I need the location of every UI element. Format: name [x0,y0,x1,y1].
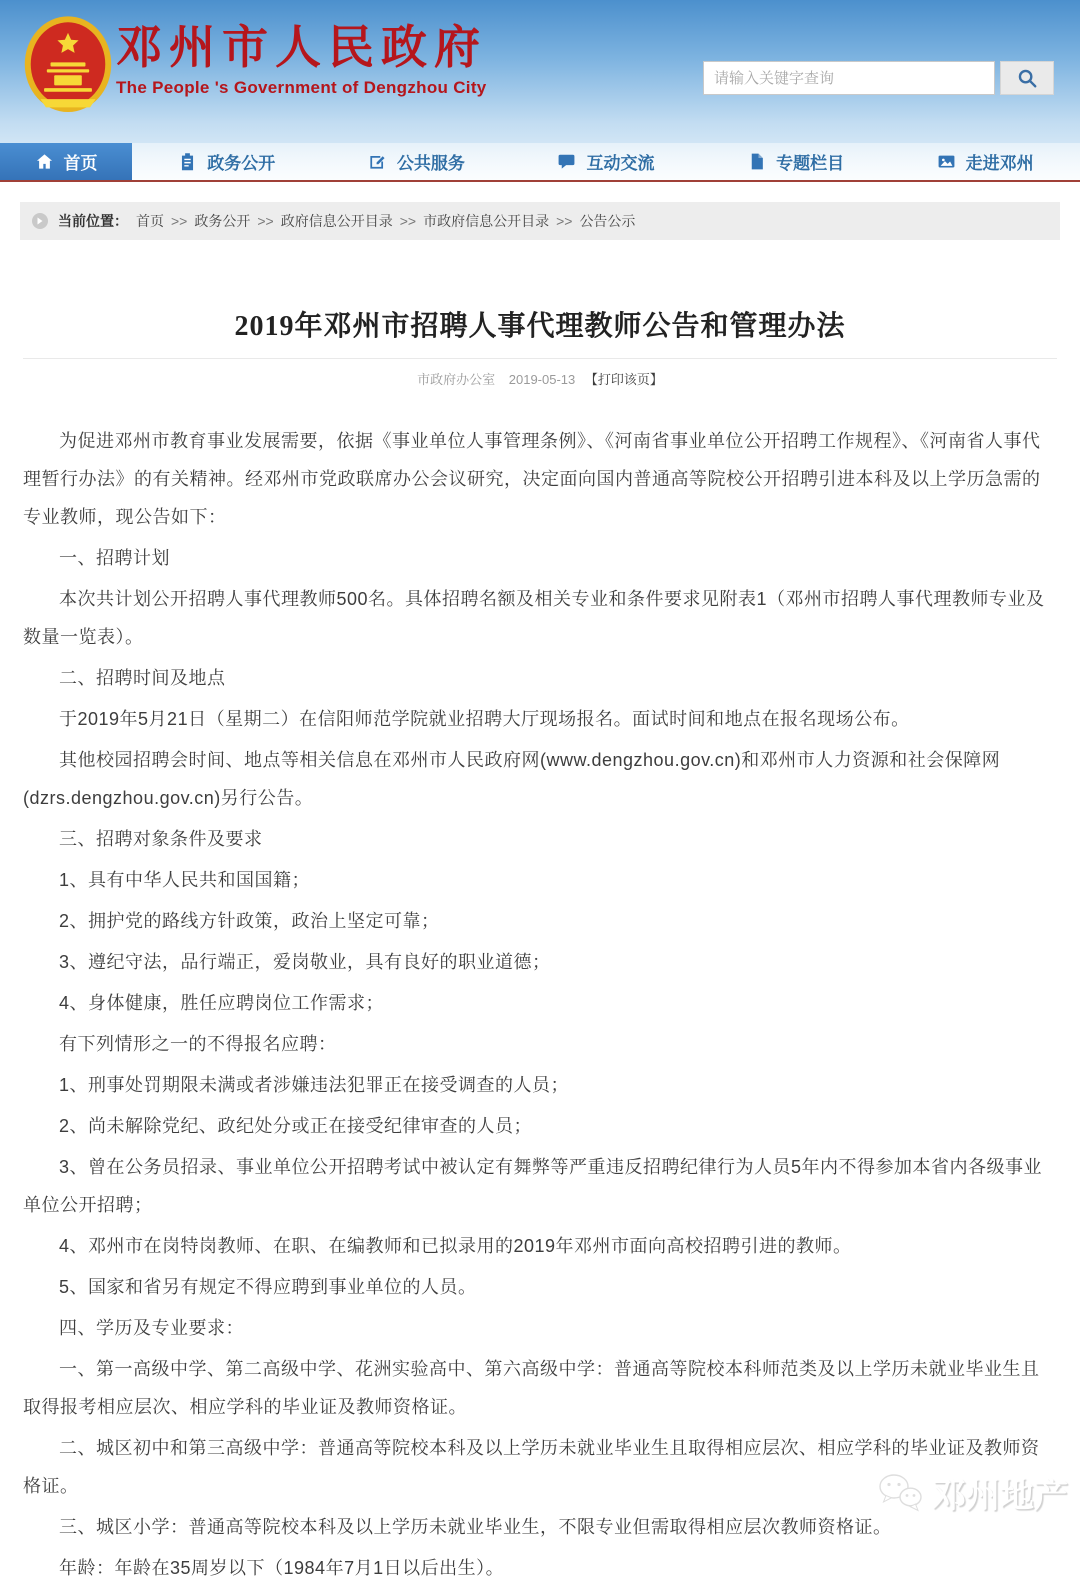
search-button[interactable] [1000,61,1054,95]
article-paragraph: 年龄：年龄在35周岁以下（1984年7月1日以后出生）。 [59,1558,505,1578]
article-paragraph: 1、具有中华人民共和国国籍； [59,870,311,890]
site-title: 邓州市人民政府 [116,22,487,73]
article-paragraph: 2、拥护党的路线方针政策，政治上坚定可靠； [59,911,440,931]
watermark-label: 邓州地产 [932,1477,1068,1515]
print-page-link[interactable]: 【打印该页】 [584,372,663,387]
picture-icon [937,152,956,171]
nav-item-picture[interactable] [890,143,1080,180]
site-title-english: The People 's Government of Dengzhou City [116,77,487,97]
article-source: 市政府办公室 [417,372,496,387]
nav-label: 专题栏目 [776,154,845,173]
main-nav [0,143,1080,182]
breadcrumb-link[interactable]: 公告公示 [579,213,636,229]
nav-item-edit[interactable] [322,143,512,180]
article-paragraph: 为促进邓州市教育事业发展需要，依据《事业单位人事管理条例》、《河南省事业单位公开招聘工作规程》、《河南省人事代理暂行办法》的有关精神。经邓州市党政联席办公会议研究，决定面向国内普通高等院校公开招聘引进本科及以上学历急需的专业教师，现公告如下： [23,431,1041,527]
article-paragraph: 二、招聘时间及地点 [59,668,226,688]
location-arrow-icon [32,213,48,229]
breadcrumb-items [136,211,635,231]
nav-item-clipboard[interactable] [132,143,322,180]
article-paragraph: 四、学历及专业要求： [59,1318,244,1338]
breadcrumb-separator: >> [257,213,274,229]
breadcrumb-prefix: 当前位置： [58,213,128,229]
search-icon [1016,67,1038,89]
article-date: 2019-05-13 [508,372,576,387]
nav-label: 首页 [63,154,98,173]
breadcrumb-link[interactable]: 首页 [136,213,164,229]
brand-block [116,22,487,98]
chat-icon [557,152,576,171]
article-paragraph: 有下列情形之一的不得报名应聘： [59,1034,337,1054]
breadcrumb-link[interactable]: 政务公开 [194,213,251,229]
article-paragraph: 1、刑事处罚期限未满或者涉嫌违法犯罪正在接受调查的人员； [59,1075,570,1095]
search-bar [703,61,1054,95]
site-header [0,0,1080,182]
article-paragraph: 本次共计划公开招聘人事代理教师500名。具体招聘名额及相关专业和条件要求见附表1（邓州市招聘人事代理教师专业及数量一览表）。 [23,589,1045,647]
nav-label: 走进邓州 [965,154,1034,173]
nav-label: 公共服务 [396,154,465,173]
file-icon [747,152,766,171]
nav-label: 政务公开 [207,154,276,173]
home-icon [35,152,54,171]
nav-label: 互动交流 [586,154,655,173]
wechat-bubbles-icon [876,1472,924,1514]
article-paragraph: 3、曾在公务员招录、事业单位公开招聘考试中被认定有舞弊等严重违反招聘纪律行为人员5年内不得参加本省内各级事业单位公开招聘； [23,1157,1043,1215]
page-title: 2019年邓州市招聘人事代理教师公告和管理办法 [234,311,846,342]
title-divider [23,358,1057,359]
breadcrumb [20,202,1060,240]
article-meta [23,369,1057,388]
nav-item-file[interactable] [701,143,891,180]
breadcrumb-separator: >> [556,213,573,229]
breadcrumb-link[interactable]: 政府信息公开目录 [280,213,393,229]
national-emblem-logo [22,13,114,119]
article-paragraph: 三、招聘对象条件及要求 [59,829,263,849]
article-paragraph: 3、遵纪守法，品行端正，爱岗敬业，具有良好的职业道德； [59,952,551,972]
edit-icon [368,152,387,171]
article-paragraph: 其他校园招聘会时间、地点等相关信息在邓州市人民政府网(www.dengzhou.gov.cn)和邓州市人力资源和社会保障网(dzrs.dengzhou.gov.cn)另行公告。 [23,750,1001,808]
breadcrumb-separator: >> [171,213,188,229]
article-paragraph: 于2019年5月21日（星期二）在信阳师范学院就业招聘大厅现场报名。面试时间和地点在报名现场公布。 [59,709,910,729]
article-body [23,422,1057,1587]
breadcrumb-separator: >> [399,213,417,229]
article-paragraph: 5、国家和省另有规定不得应聘到事业单位的人员。 [59,1277,477,1297]
watermark [876,1468,1068,1517]
article-paragraph: 三、城区小学：普通高等院校本科及以上学历未就业毕业生，不限专业但需取得相应层次教师资格证。 [59,1517,892,1537]
article-paragraph: 2、尚未解除党纪、政纪处分或正在接受纪律审查的人员； [59,1116,533,1136]
nav-item-chat[interactable] [511,143,701,180]
article-paragraph: 一、第一高级中学、第二高级中学、花洲实验高中、第六高级中学：普通高等院校本科师范类及以上学历未就业毕业生且取得报考相应层次、相应学科的毕业证及教师资格证。 [23,1359,1040,1417]
clipboard-icon [178,152,197,171]
article-paragraph: 4、身体健康，胜任应聘岗位工作需求； [59,993,385,1013]
article-paragraph: 4、邓州市在岗特岗教师、在职、在编教师和已拟录用的2019年邓州市面向高校招聘引进的教师。 [59,1236,852,1256]
article-paragraph: 一、招聘计划 [59,548,170,568]
article [0,304,1080,1587]
article-paragraph: 二、城区初中和第三高级中学：普通高等院校本科及以上学历未就业毕业生且取得相应层次、相应学科的毕业证及教师资格证。 [23,1438,1040,1496]
breadcrumb-link[interactable]: 市政府信息公开目录 [423,213,550,229]
nav-item-home[interactable] [0,143,132,180]
search-input[interactable] [703,61,995,95]
